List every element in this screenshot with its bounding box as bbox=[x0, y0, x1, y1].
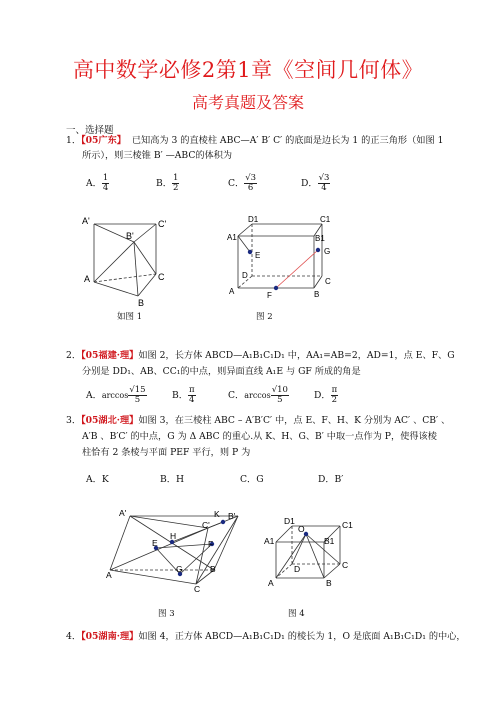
question-3: 3．【05湖北·理】如图 3，在三棱柱 ABC – A′B′C′ 中，点 E、F、H、K 分别为 AC′ 、CB′ 、 bbox=[66, 415, 451, 426]
page-subtitle: 高考真题及答案 bbox=[191, 93, 304, 112]
q1-option-b: B． $\frac{1}{2}$ bbox=[156, 173, 179, 193]
fig4-label-a: A bbox=[268, 578, 274, 588]
question-2: 2．【05福建·理】如图 2，长方体 ABCD—A₁B₁C₁D₁ 中，AA₁=AB=2，AD=1，点 E、F、G bbox=[66, 350, 455, 361]
question-text: 如图 2，长方体 ABCD—A₁B₁C₁D₁ 中，AA₁=AB=2，AD=1，点 E、F、G bbox=[138, 350, 455, 361]
figure-1-caption: 如图 1 bbox=[117, 312, 143, 322]
fig3-label-c: C bbox=[194, 584, 201, 592]
fig3-label-f: F bbox=[208, 539, 214, 549]
q3-option-a: A．K bbox=[86, 474, 109, 485]
question-source: 【05湖北·理】 bbox=[81, 415, 139, 426]
fig2-label-c1: C1 bbox=[320, 215, 331, 224]
fig1-label-c1: C' bbox=[158, 219, 167, 229]
section-heading: 一、选择题 bbox=[66, 125, 114, 136]
fig2-label-d1: D1 bbox=[248, 215, 259, 224]
figure-2-caption: 图 2 bbox=[256, 312, 273, 322]
fig3-label-a1: A' bbox=[119, 508, 127, 518]
fig4-label-d1: D1 bbox=[284, 516, 295, 526]
q2-option-a: A．arccos $\frac{√15}{5}$ bbox=[86, 385, 146, 405]
question-number: 1． bbox=[66, 135, 82, 146]
figure-2-cuboid bbox=[222, 212, 342, 304]
q1-option-a: A． $\frac{1}{4}$ bbox=[86, 173, 109, 193]
fig1-label-b: B bbox=[138, 298, 145, 308]
fig3-label-b: B bbox=[210, 564, 216, 574]
question-text: 如图 3，在三棱柱 ABC – A′B′C′ 中，点 E、F、H、K 分别为 AC′ 、CB′ 、 bbox=[138, 415, 451, 426]
fig1-label-b1: B' bbox=[126, 231, 134, 241]
question-source: 【05湖南·理】 bbox=[81, 631, 139, 642]
fig3-label-k: K bbox=[214, 509, 220, 519]
fig1-label-c: C bbox=[158, 272, 165, 282]
q2-option-d: D． $\frac{\pi}{2}$ bbox=[314, 385, 338, 405]
fig4-label-b: B bbox=[326, 578, 332, 588]
question-1 bbox=[66, 133, 466, 148]
fig3-label-h: H bbox=[170, 531, 177, 541]
fig2-label-a: A bbox=[229, 287, 235, 296]
figure-1-prism bbox=[80, 212, 180, 308]
fig2-label-b: B bbox=[314, 290, 320, 299]
question-1-line2: 所示），则三棱锥 B′ —ABC的体积为 bbox=[82, 150, 233, 161]
fig2-label-e: E bbox=[255, 251, 261, 260]
q2-option-b: B． $\frac{\pi}{4}$ bbox=[172, 385, 195, 405]
figure-4-caption: 图 4 bbox=[288, 609, 305, 619]
fig4-label-a1: A1 bbox=[264, 536, 275, 546]
question-source: 【05广东】 bbox=[81, 135, 126, 146]
q1-option-d: D． $\frac{√3}{4}$ bbox=[301, 173, 330, 193]
question-2-line2: 分别是 DD₁、AB、CC₁的中点，则异面直线 A₁E 与 GF 所成的角是 bbox=[82, 366, 361, 377]
fig4-label-b1: B1 bbox=[324, 536, 335, 546]
question-3-line2: A′B 、B′C′ 的中点，G 为 Δ ABC 的重心.从 K、H、G、B′ 中取一点作为 P，使得该棱 bbox=[82, 431, 437, 442]
fig3-label-b1: B' bbox=[228, 511, 236, 521]
question-source: 【05福建·理】 bbox=[81, 350, 139, 361]
q2-option-c: C．arccos $\frac{√10}{5}$ bbox=[228, 385, 288, 405]
page-title: 高中数学必修2第1章《空间几何体》 bbox=[72, 58, 424, 82]
fig2-label-a1: A1 bbox=[227, 233, 237, 242]
fig4-label-d: D bbox=[294, 564, 301, 574]
question-text: 如图 4，正方体 ABCD—A₁B₁C₁D₁ 的棱长为 1，O 是底面 A₁B₁C₁D₁ 的中心， bbox=[138, 631, 466, 642]
fig2-label-g: G bbox=[324, 247, 331, 256]
q3-option-b: B．H bbox=[160, 474, 184, 485]
figure-4-cube bbox=[262, 512, 354, 590]
fig2-label-d: D bbox=[242, 271, 248, 280]
question-text: 已知高为 3 的直棱柱 ABC—A′ B′ C′ 的底面是边长为 1 的正三角形（如图 1 bbox=[131, 135, 444, 146]
fig4-label-o: O bbox=[298, 524, 305, 534]
fig2-label-c: C bbox=[325, 277, 331, 286]
q3-option-d: D．B′ bbox=[318, 474, 344, 485]
figure-3-prism bbox=[104, 506, 252, 592]
fig2-label-f: F bbox=[267, 291, 272, 300]
fig3-label-g: G bbox=[176, 564, 183, 574]
fig3-label-a: A bbox=[106, 570, 112, 580]
fig4-label-c: C bbox=[342, 560, 349, 570]
fig4-label-c1: C1 bbox=[342, 520, 353, 530]
fig3-label-e: E bbox=[152, 538, 158, 548]
fig1-label-a: A bbox=[84, 274, 91, 284]
fig1-label-a1: A' bbox=[82, 216, 90, 226]
figure-3-caption: 图 3 bbox=[158, 609, 175, 619]
fig3-label-c1: C' bbox=[202, 520, 210, 530]
q3-option-c: C．G bbox=[240, 474, 264, 485]
question-3-line3: 柱恰有 2 条棱与平面 PEF 平行，则 P 为 bbox=[82, 447, 251, 458]
fig2-label-b1: B1 bbox=[315, 234, 325, 243]
question-4: 4．【05湖南·理】如图 4，正方体 ABCD—A₁B₁C₁D₁ 的棱长为 1，O 是底面 A₁B₁C₁D₁ 的中心， bbox=[66, 631, 466, 642]
q1-option-c: C． $\frac{√3}{6}$ bbox=[228, 173, 257, 193]
